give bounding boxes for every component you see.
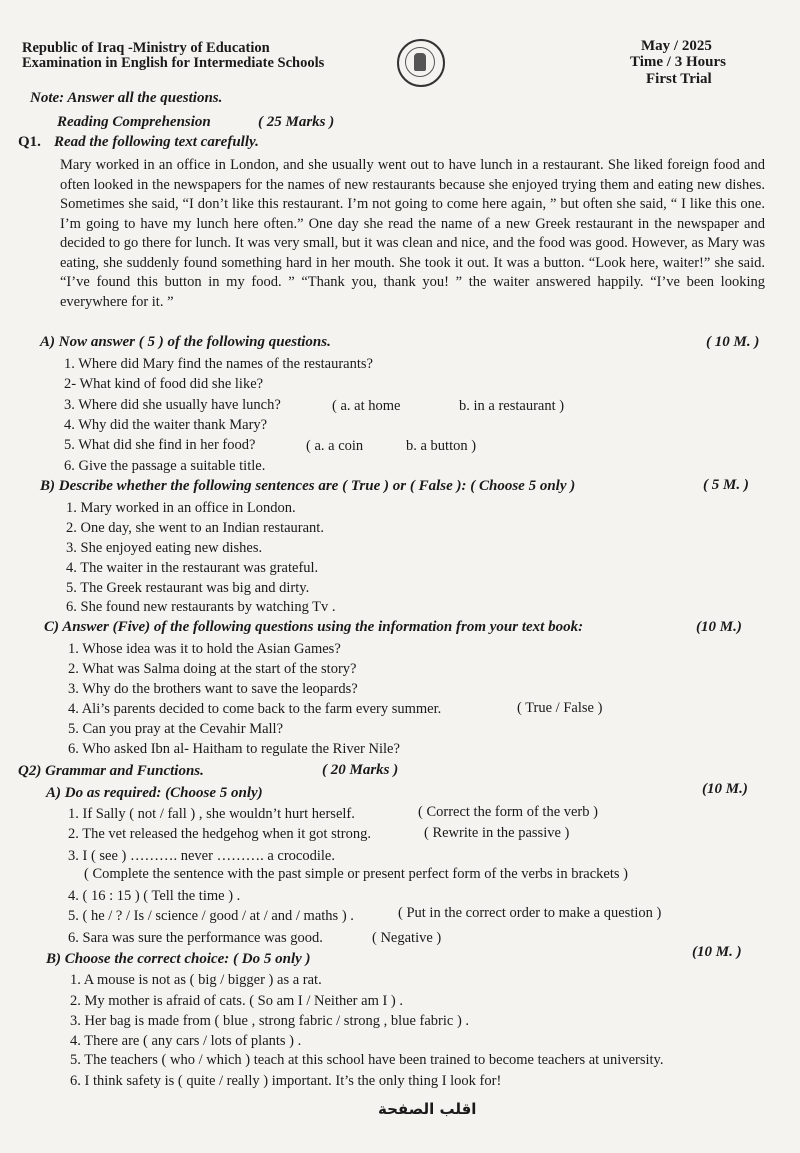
- section-a-title: A) Now answer ( 5 ) of the following questions.: [40, 334, 331, 350]
- q2b-marks: (10 M. ): [692, 944, 742, 960]
- a-q3-option-a: ( a. at home: [332, 398, 401, 414]
- exam-trial: First Trial: [646, 71, 712, 87]
- c-q4-options: ( True / False ): [517, 700, 603, 716]
- grammar-marks: ( 20 Marks ): [322, 762, 399, 778]
- ministry-line: Republic of Iraq -Ministry of Education: [22, 40, 270, 56]
- q2a-marks: (10 M.): [702, 781, 748, 797]
- b-q4: 4. The waiter in the restaurant was grateful.: [66, 560, 319, 576]
- q2a-item-5: 5. ( he / ? / Is / science / good / at / and / maths ) .: [68, 908, 354, 924]
- q2a-item-3: 3. I ( see ) ………. never ………. a crocodile.: [68, 848, 335, 864]
- b-q5: 5. The Greek restaurant was big and dirty.: [66, 580, 310, 596]
- passage-paragraph: Mary worked in an office in London, and she usually went out to have lunch in a restaurant. She liked foreign food and often looked in the newspapers for the names of new restaurants because she enjoyed trying them and eating new dishes. Sometimes she said, “I don’t like this restaurant. I’m not going to come here again, ” but often she said, “ I like this one. I’m going to have my lunch here often.” One day she read the name of a new Greek restaurant in the newspaper and decided to go there for lunch. It was very small, but it was clean and nice, and the food was good. However, as Mary was eating, she suddenly found something hard in her mouth. She took it out. It was a button. “Look here, waiter!” she said. “I’ve found this button in my food. ” “Thank you, thank you! ” the waiter answered happily. “I’ve been looking everywhere for it. ”: [60, 157, 765, 310]
- q1-label: Q1.: [18, 134, 41, 150]
- a-q3: 3. Where did she usually have lunch?: [64, 397, 281, 413]
- a-q1: 1. Where did Mary find the names of the restaurants?: [64, 356, 373, 372]
- q1-title: Read the following text carefully.: [54, 134, 259, 150]
- section-c-title: C) Answer (Five) of the following questions using the information from your text book:: [44, 619, 584, 635]
- exam-title: Examination in English for Intermediate Schools: [22, 55, 325, 71]
- c-q2: 2. What was Salma doing at the start of the story?: [68, 661, 357, 677]
- a-q6: 6. Give the passage a suitable title.: [64, 458, 266, 474]
- q2b-item-4: 4. There are ( any cars / lots of plants ) .: [70, 1033, 302, 1049]
- section-a-marks: ( 10 M. ): [706, 334, 760, 350]
- q2a-item-2: 2. The vet released the hedgehog when it got strong.: [68, 826, 371, 842]
- q2b-item-6: 6. I think safety is ( quite / really ) important. It’s the only thing I look for!: [70, 1073, 502, 1089]
- reading-passage: [60, 156, 765, 312]
- c-q3: 3. Why do the brothers want to save the leopards?: [68, 681, 358, 697]
- a-q5: 5. What did she find in her food?: [64, 437, 256, 453]
- a-q2: 2- What kind of food did she like?: [64, 376, 264, 392]
- b-q1: 1. Mary worked in an office in London.: [66, 500, 296, 516]
- c-q5: 5. Can you pray at the Cevahir Mall?: [68, 721, 284, 737]
- q2b-item-3: 3. Her bag is made from ( blue , strong fabric / strong , blue fabric ) .: [70, 1013, 470, 1029]
- q2b-item-2: 2. My mother is afraid of cats. ( So am I / Neither am I ) .: [70, 993, 404, 1009]
- q2a-item-4: 4. ( 16 : 15 ) ( Tell the time ) .: [68, 888, 241, 904]
- section-c-marks: (10 M.): [696, 619, 742, 635]
- b-q6: 6. She found new restaurants by watching Tv .: [66, 599, 336, 615]
- grammar-heading: Q2) Grammar and Functions.: [18, 763, 204, 779]
- q2a-instruction-5: ( Put in the correct order to make a question ): [398, 905, 662, 921]
- q2b-title: B) Choose the correct choice: ( Do 5 only ): [46, 951, 311, 967]
- q2b-item-1: 1. A mouse is not as ( big / bigger ) as a rat.: [70, 972, 322, 988]
- exam-date: May / 2025: [641, 38, 712, 54]
- section-b-title: B) Describe whether the following sentences are ( True ) or ( False ): ( Choose 5 only ): [40, 478, 576, 494]
- c-q1: 1. Whose idea was it to hold the Asian Games?: [68, 641, 341, 657]
- a-q5-option-b: b. a button ): [406, 438, 477, 454]
- q2a-instruction-6: ( Negative ): [372, 930, 442, 946]
- note: Note: Answer all the questions.: [30, 90, 223, 106]
- q2a-instruction-1: ( Correct the form of the verb ): [418, 804, 598, 820]
- q2a-item-6: 6. Sara was sure the performance was good.: [68, 930, 323, 946]
- q2a-title: A) Do as required: (Choose 5 only): [46, 785, 263, 801]
- q2a-item-1: 1. If Sally ( not / fall ) , she wouldn’t hurt herself.: [68, 806, 355, 822]
- ministry-seal-icon: [397, 39, 445, 87]
- a-q5-option-a: ( a. a coin: [306, 438, 364, 454]
- b-q3: 3. She enjoyed eating new dishes.: [66, 540, 263, 556]
- exam-time: Time / 3 Hours: [630, 54, 726, 70]
- section-b-marks: ( 5 M. ): [703, 477, 749, 493]
- turn-page-note: اقلب الصفحة: [378, 1100, 477, 1118]
- c-q4: 4. Ali’s parents decided to come back to the farm every summer.: [68, 701, 442, 717]
- b-q2: 2. One day, she went to an Indian restaurant.: [66, 520, 324, 536]
- reading-heading: Reading Comprehension: [57, 114, 211, 130]
- q2b-item-5: 5. The teachers ( who / which ) teach at this school have been trained to become teachers at university.: [70, 1052, 664, 1068]
- c-q6: 6. Who asked Ibn al- Haitham to regulate the River Nile?: [68, 741, 400, 757]
- reading-marks: ( 25 Marks ): [258, 114, 335, 130]
- q2a-instruction-2: ( Rewrite in the passive ): [424, 825, 570, 841]
- q2a-item-3-instruction: ( Complete the sentence with the past simple or present perfect form of the verbs in brackets ): [84, 866, 628, 882]
- a-q4: 4. Why did the waiter thank Mary?: [64, 417, 268, 433]
- a-q3-option-b: b. in a restaurant ): [459, 398, 565, 414]
